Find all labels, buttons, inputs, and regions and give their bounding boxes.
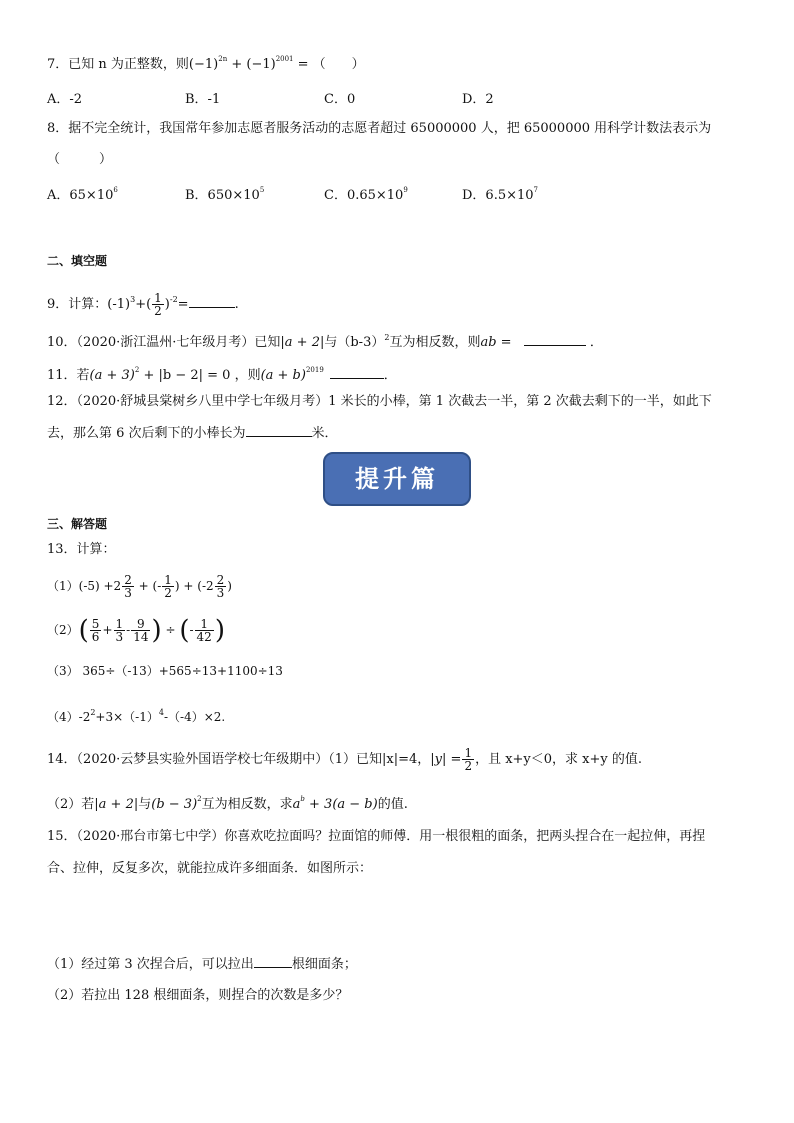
q9-den: 2 <box>154 304 162 318</box>
q13-part-4 <box>47 704 225 726</box>
q13-p2-d1: 6 <box>91 630 100 644</box>
q11-exp1: 2 <box>134 366 140 374</box>
q14-p2-text: 互为相反数，求 <box>201 797 293 812</box>
q10-exp: 2 <box>384 333 390 342</box>
q14-p2-square: (b − 3) <box>151 797 198 812</box>
q13-p1-mid2: ) + (-2 <box>174 579 214 593</box>
q9-prefix: 9．计算：(-1) <box>47 297 131 312</box>
q8-option-b-base: B．650×10 <box>185 188 260 203</box>
q12-text: 去，那么第 6 次后剩下的小棒长为 <box>47 426 246 441</box>
q14-p2-base: a <box>292 797 301 812</box>
q8-option-d <box>462 184 538 203</box>
q13-p2-n4: 1 <box>195 618 214 631</box>
q11-term2: (a + b) <box>260 368 306 383</box>
q13-p1-frac3 <box>215 574 227 599</box>
q12-line-2 <box>47 424 338 443</box>
q12-line-1: 12．（2020·舒城县棠树乡八里中学七年级月考）1 米长的小棒，第 1 次截去一半，第 2 次截去剩下的一半，如此下 <box>47 394 712 409</box>
q13-p2-div: ÷ <box>161 623 180 637</box>
q14-p2-and: 与 <box>138 797 152 812</box>
q9-equals: = <box>177 297 189 312</box>
q9-fraction <box>152 292 164 317</box>
q13-p2-frac3 <box>131 618 150 643</box>
q10-prefix: 10．（2020·浙江温州·七年级月考）已知 <box>47 335 281 350</box>
q11-prefix: 11．若 <box>47 368 90 383</box>
q13-p4-prefix: （4）-2 <box>47 710 91 724</box>
q14-p2-end: 的值. <box>377 797 408 812</box>
q13-p2-d2: 3 <box>115 630 124 644</box>
q7-option-b: B．-1 <box>185 92 221 107</box>
q13-p4-end: -（-4）×2. <box>163 710 226 724</box>
q13-p1-n3: 2 <box>216 573 225 587</box>
q11-term1: (a + 3) <box>89 368 135 383</box>
q13-p2-frac1 <box>90 618 102 643</box>
q14-condition: ，且 x+y＜0，求 x+y 的值. <box>475 752 643 767</box>
q15-part-1 <box>47 955 357 974</box>
q15-p1-end: 根细面条； <box>291 957 357 972</box>
q15-answer-blank[interactable] <box>254 955 292 968</box>
q7-stem: 7．已知 n 为正整数，则 <box>47 57 189 72</box>
q13-p1-frac1 <box>122 574 134 599</box>
q13-p2-n2: 1 <box>115 617 124 631</box>
question-11 <box>47 361 397 385</box>
q14-p2-abs: |a + 2| <box>94 797 139 812</box>
q14-p2-exp: 2 <box>197 795 202 803</box>
q13-p1-d1: 3 <box>124 586 132 600</box>
q8-option-b <box>185 184 264 203</box>
q10-ab: ab <box>480 335 497 350</box>
q13-p2-frac2 <box>114 618 126 643</box>
q13-p2-lparen: ( <box>78 615 89 646</box>
q8-option-d-base: D．6.5×10 <box>462 188 534 203</box>
q7-exp-b: 2001 <box>275 55 294 63</box>
q8-option-c <box>324 184 408 203</box>
q10-period: ． <box>585 335 603 350</box>
q8-option-b-exp: 5 <box>259 186 265 194</box>
question-9 <box>47 291 239 317</box>
q15-line-2: 合、拉伸，反复多次，就能拉成许多细面条．如图所示： <box>47 861 373 876</box>
q13-p2-minus: - <box>126 623 131 637</box>
q14-p2-expr: + 3(a − b) <box>304 797 378 812</box>
q8-option-c-base: C．0.65×10 <box>324 188 404 203</box>
q13-p2-plus: + <box>102 623 113 637</box>
q10-abs: |a + 2| <box>280 335 325 350</box>
q9-close: ) <box>164 297 170 312</box>
advanced-section-badge: 提升篇 <box>323 452 471 506</box>
q14-abs-y: |y| = <box>430 752 462 767</box>
q13-p4-exp2: 4 <box>158 708 164 717</box>
q13-p2-n3: 9 <box>131 618 150 631</box>
q13-part-1 <box>47 574 232 599</box>
q14-fraction <box>462 747 474 772</box>
q9-open: +( <box>135 297 152 312</box>
q13-p2-n1: 5 <box>91 617 100 631</box>
q9-exp1: 3 <box>130 295 136 304</box>
q13-p2-rparen2: ) <box>214 615 225 646</box>
q11-mid: + |b − 2| = 0 ，则 <box>139 368 261 383</box>
q7-term-b: (−1) <box>246 57 276 72</box>
q13-p2-lparen2: ( <box>179 615 190 646</box>
section-3-heading: 三、解答题 <box>47 517 108 531</box>
q7-option-c: C．0 <box>324 92 356 107</box>
q11-exp2: 2019 <box>305 366 324 374</box>
q15-part-2: （2）若拉出 128 根细面条，则捏合的次数是多少？ <box>47 988 349 1003</box>
q10-equals: = <box>496 335 516 350</box>
q13-p2-d4: 42 <box>196 630 212 644</box>
q13-p2-prefix: （2） <box>47 623 79 637</box>
q13-p2-d3: 14 <box>133 630 149 644</box>
q8-option-a-exp: 6 <box>113 186 118 194</box>
q10-mid: 与（b-3） <box>324 335 385 350</box>
q13-p2-frac4 <box>195 618 214 643</box>
q13-part-2 <box>47 615 225 646</box>
q9-answer-blank[interactable] <box>189 295 235 308</box>
q13-part-3: （3） 365÷（-13）+565÷13+1100÷13 <box>47 664 283 678</box>
q15-p1-text: （1）经过第 3 次捏合后，可以拉出 <box>47 957 254 972</box>
q8-option-a-base: A．65×10 <box>47 188 114 203</box>
q8-option-a <box>47 184 118 203</box>
q13-p1-d2: 2 <box>164 586 172 600</box>
q13-p1-close: ) <box>227 579 232 593</box>
q7-option-a: A．-2 <box>47 92 83 107</box>
q8-option-c-exp: 9 <box>403 186 408 194</box>
q13-p1-mid: + (- <box>134 579 162 593</box>
q13-p2-neg: - <box>189 623 194 637</box>
q14-prefix: 14．（2020·云梦县实验外国语学校七年级期中）（1）已知|x|=4， <box>47 752 431 767</box>
q14-p2-prefix: （2）若 <box>47 797 95 812</box>
q13-p1-frac2 <box>162 574 174 599</box>
q8-stem: 8．据不完全统计，我国常年参加志愿者服务活动的志愿者超过 65000000 人，把 65000000 用科学计数法表示为 <box>47 121 712 136</box>
q14-p2-pow: b <box>300 795 305 803</box>
q14-num: 1 <box>464 746 473 760</box>
q14-part-1 <box>47 747 642 772</box>
q7-stem-end: = （ ） <box>293 57 365 72</box>
q10-text: 互为相反数，则 <box>389 335 481 350</box>
q13-p1-n1: 2 <box>124 573 132 587</box>
q9-num: 1 <box>154 291 162 305</box>
q13-p4-mid: +3×（-1） <box>95 710 159 724</box>
q7-option-d: D．2 <box>462 92 494 107</box>
q11-answer-blank[interactable] <box>330 366 384 379</box>
q12-unit: 米． <box>311 426 338 441</box>
q13-p1-n2: 1 <box>164 573 172 587</box>
q7-exp-a: 2n <box>218 55 228 63</box>
q14-part-2 <box>47 790 408 814</box>
q8-option-d-exp: 7 <box>533 186 539 194</box>
q13-p1-prefix: （1）(-5) +2 <box>47 579 122 593</box>
q15-line-1: 15．（2020·邢台市第七中学）你喜欢吃拉面吗？拉面馆的师傅．用一根很粗的面条，把两头捏合在一起拉伸，再捏 <box>47 829 706 844</box>
section-2-heading: 二、填空题 <box>47 254 108 268</box>
q11-period: ． <box>383 368 397 383</box>
q12-answer-blank[interactable] <box>246 424 312 437</box>
question-10 <box>47 329 603 352</box>
q8-paren: （ ） <box>47 152 113 167</box>
q13-title: 13．计算： <box>47 542 116 557</box>
question-7 <box>47 50 365 74</box>
q9-period: . <box>234 297 239 312</box>
q10-answer-blank[interactable] <box>524 333 586 346</box>
q13-p4-exp1: 2 <box>90 708 96 717</box>
q7-plus: + <box>227 57 247 72</box>
q9-exp2: -2 <box>169 295 178 304</box>
q7-term-a: (−1) <box>188 57 219 72</box>
q13-p1-d3: 3 <box>216 586 225 600</box>
q13-p2-rparen: ) <box>151 615 162 646</box>
q14-den: 2 <box>464 759 473 773</box>
